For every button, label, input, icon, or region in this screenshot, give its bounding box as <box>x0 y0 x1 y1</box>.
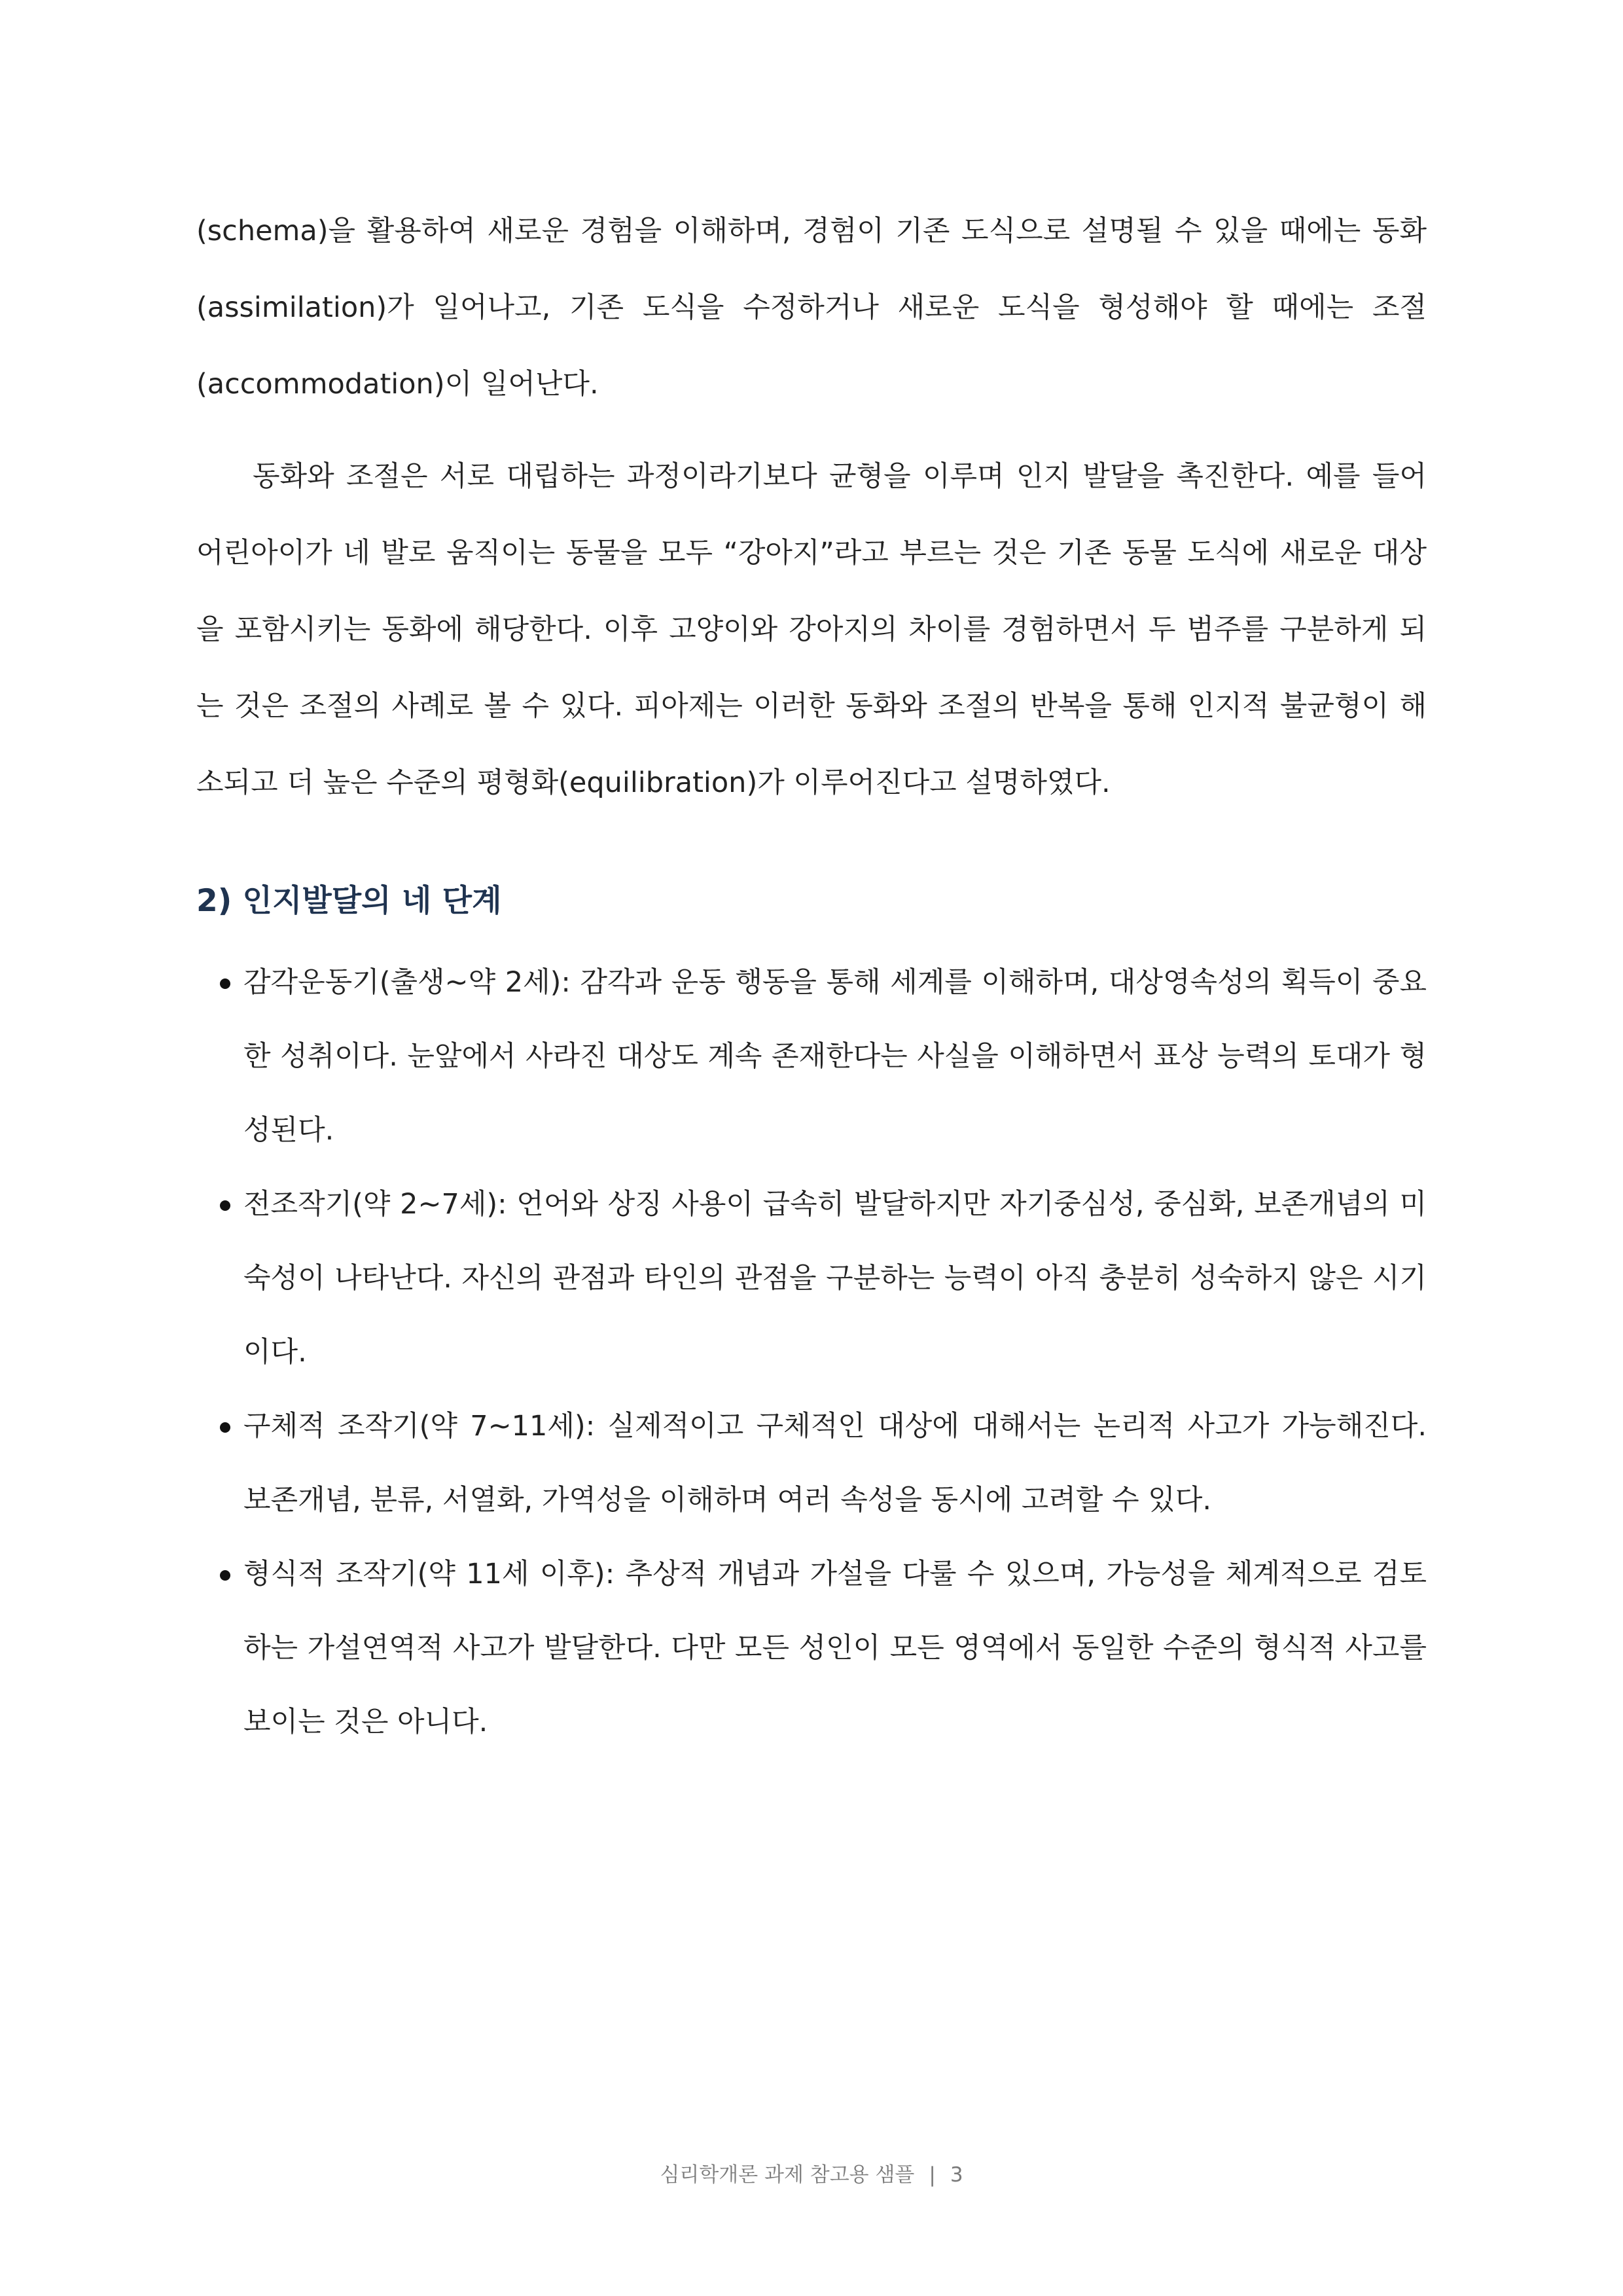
list-item <box>196 1390 1427 1537</box>
bullet-icon <box>220 1570 230 1581</box>
page-content <box>196 193 1427 1759</box>
list-item <box>196 946 1427 1168</box>
list-item-text: 형식적 조작기(약 11세 이후): 추상적 개념과 가설을 다룰 수 있으며, 가능성을 체계적으로 검토하는 가설연역적 사고가 발달한다. 다만 모든 성인이 모든 영역에서 동일한 수준의 형식적 사고를 보이는 것은 아니다. <box>243 1558 1427 1738</box>
list-item-text: 감각운동기(출생~약 2세): 감각과 운동 행동을 통해 세계를 이해하며, 대상영속성의 획득이 중요한 성취이다. 눈앞에서 사라진 대상도 계속 존재한다는 사실을 이해하면서 표상 능력의 토대가 형성된다. <box>243 966 1427 1147</box>
paragraph-assimilation-accommodation: 동화와 조절은 서로 대립하는 과정이라기보다 균형을 이루며 인지 발달을 촉진한다. 예를 들어 어린아이가 네 발로 움직이는 동물을 모두 “강아지”라고 부르는 것은 기존 동물 도식에 새로운 대상을 포함시키는 동화에 해당한다. 이후 고양이와 강아지의 차이를 경험하면서 두 범주를 구분하게 되는 것은 조절의 사례로 볼 수 있다. 피아제는 이러한 동화와 조절의 반복을 통해 인지적 불균형이 해소되고 더 높은 수준의 평형화(equilibration)가 이루어진다고 설명하였다. <box>196 460 1427 799</box>
bullet-icon <box>220 1200 230 1211</box>
section-heading: 2) 인지발달의 네 단계 <box>196 883 502 919</box>
list-item-text: 전조작기(약 2~7세): 언어와 상징 사용이 급속히 발달하지만 자기중심성, 중심화, 보존개념의 미숙성이 나타난다. 자신의 관점과 타인의 관점을 구분하는 능력이 아직 충분히 성숙하지 않은 시기이다. <box>243 1188 1427 1369</box>
list-item <box>196 1537 1427 1759</box>
stage-list <box>196 946 1427 1759</box>
page-number: 3 <box>950 2163 963 2187</box>
list-item-text: 구체적 조작기(약 7~11세): 실제적이고 구체적인 대상에 대해서는 논리적 사고가 가능해진다. 보존개념, 분류, 서열화, 가역성을 이해하며 여러 속성을 동시에 고려할 수 있다. <box>243 1410 1427 1516</box>
list-item <box>196 1168 1427 1390</box>
footer-title: 심리학개론 과제 참고용 샘플 <box>660 2163 915 2187</box>
bullet-icon <box>220 978 230 989</box>
footer-separator: | <box>929 2163 936 2187</box>
bullet-icon <box>220 1422 230 1433</box>
page-footer <box>0 2162 1623 2188</box>
paragraph-schema: (schema)을 활용하여 새로운 경험을 이해하며, 경험이 기존 도식으로 설명될 수 있을 때에는 동화(assimilation)가 일어나고, 기존 도식을 수정하거나 새로운 도식을 형성해야 할 때에는 조절(accommodation)이 일어난다. <box>196 215 1427 401</box>
